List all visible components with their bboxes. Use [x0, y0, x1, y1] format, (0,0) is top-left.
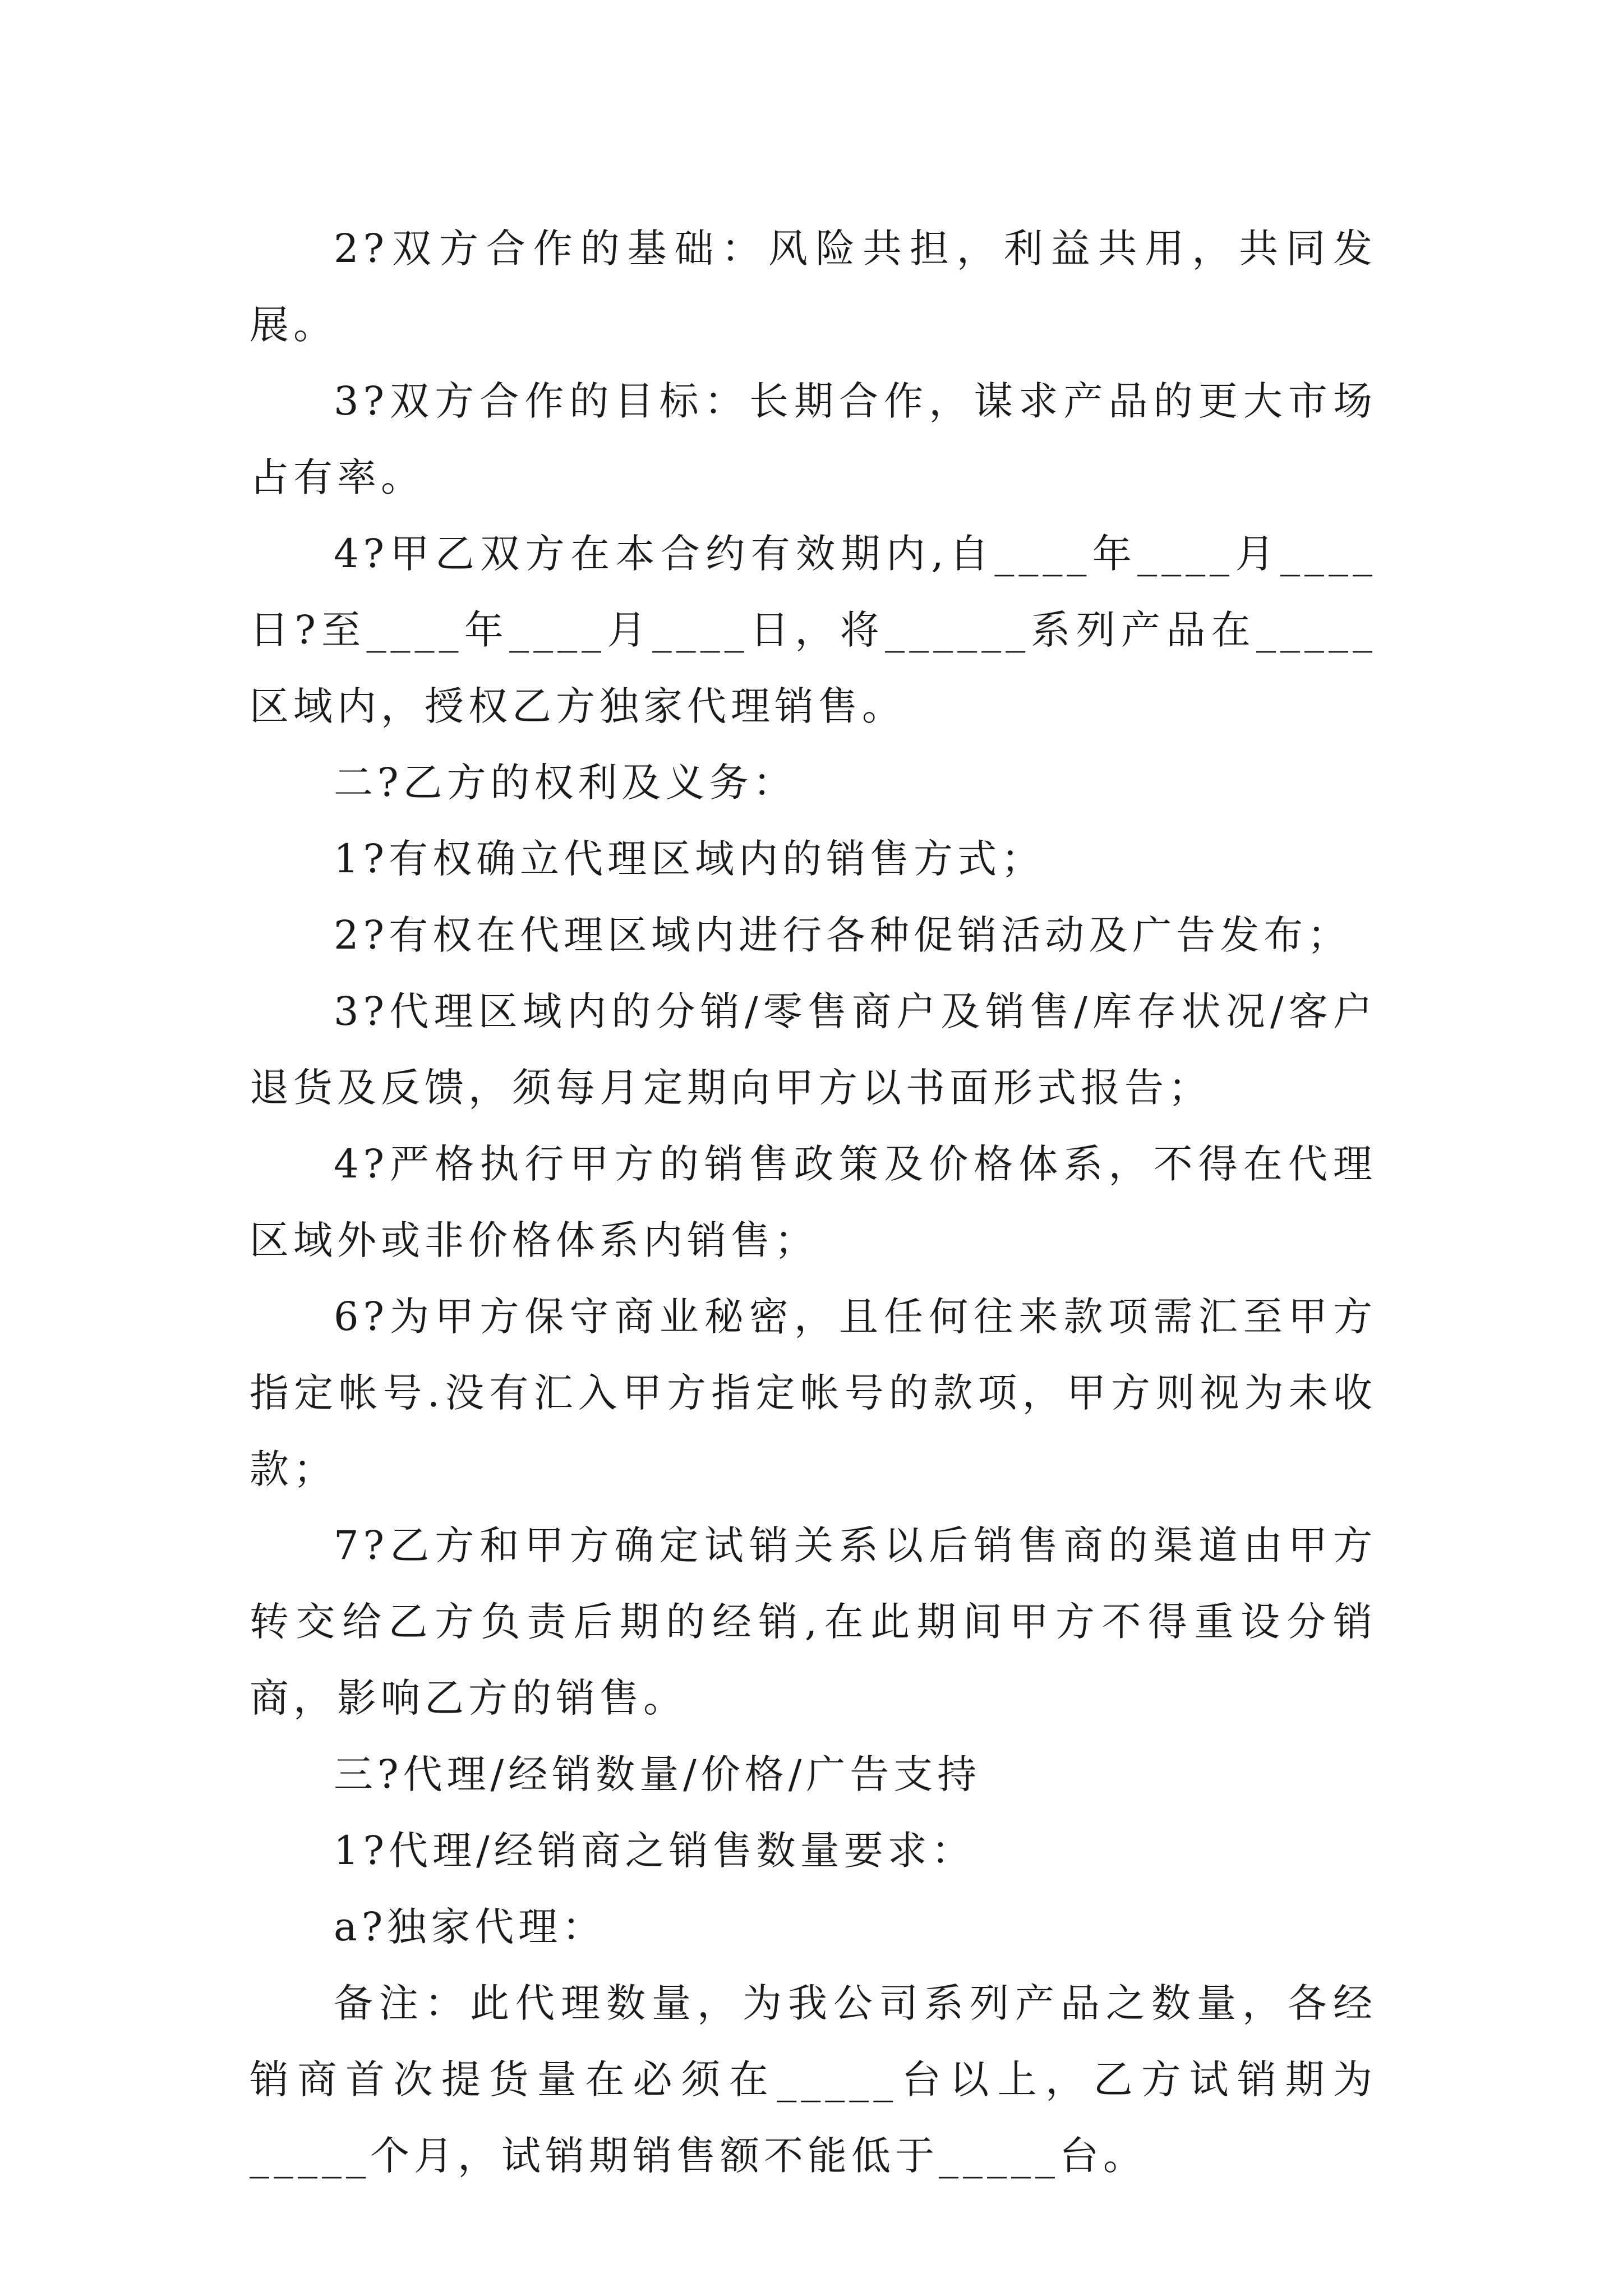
- paragraph-monthly-report: 3?代理区域内的分销/零售商户及销售/库存状况/客户退货及反馈，须每月定期向甲方以书面形式报告；: [250, 988, 1377, 1111]
- paragraph-remark: 备注：此代理数量，为我公司系列产品之数量，各经销商首次提货量在必须在_____台以上，乙方试销期为_____个月，试销期销售额不能低于_____台。: [250, 1980, 1377, 2179]
- paragraph-confidentiality: 6?为甲方保守商业秘密，且任何往来款项需汇至甲方指定帐号.没有汇入甲方指定帐号的款项，甲方则视为未收款；: [250, 1294, 1377, 1492]
- section-heading-rights-obligations: 二?乙方的权利及义务：: [334, 760, 797, 806]
- paragraph-pricing-policy: 4?严格执行甲方的销售政策及价格体系，不得在代理区域外或非价格体系内销售；: [250, 1141, 1377, 1263]
- paragraph-distribution-channel: 7?乙方和甲方确定试销关系以后销售商的渠道由甲方转交给乙方负责后期的经销,在此期间甲方不得重设分销商，影响乙方的销售。: [250, 1522, 1377, 1721]
- document-body: [250, 210, 1377, 2194]
- paragraph-sales-method: 1?有权确立代理区域内的销售方式；: [334, 836, 1045, 882]
- section-heading-quantity-price-ads: 三?代理/经销数量/价格/广告支持: [334, 1751, 981, 1797]
- paragraph-cooperation-goal: 3?双方合作的目标：长期合作，谋求产品的更大市场占有率。: [250, 378, 1377, 500]
- paragraph-exclusive-agent: a?独家代理：: [334, 1904, 606, 1950]
- paragraph-quantity-requirement: 1?代理/经销商之销售数量要求：: [334, 1828, 975, 1874]
- paragraph-cooperation-basis: 2?双方合作的基础：风险共担，利益共用，共同发展。: [250, 226, 1377, 348]
- paragraph-agreement-period: 4?甲乙双方在本合约有效期内,自____年____月____日?至____年____月____日，将______系列产品在_____区域内，授权乙方独家代理销售。: [250, 531, 1377, 729]
- paragraph-promotion-rights: 2?有权在代理区域内进行各种促销活动及广告发布；: [334, 912, 1352, 958]
